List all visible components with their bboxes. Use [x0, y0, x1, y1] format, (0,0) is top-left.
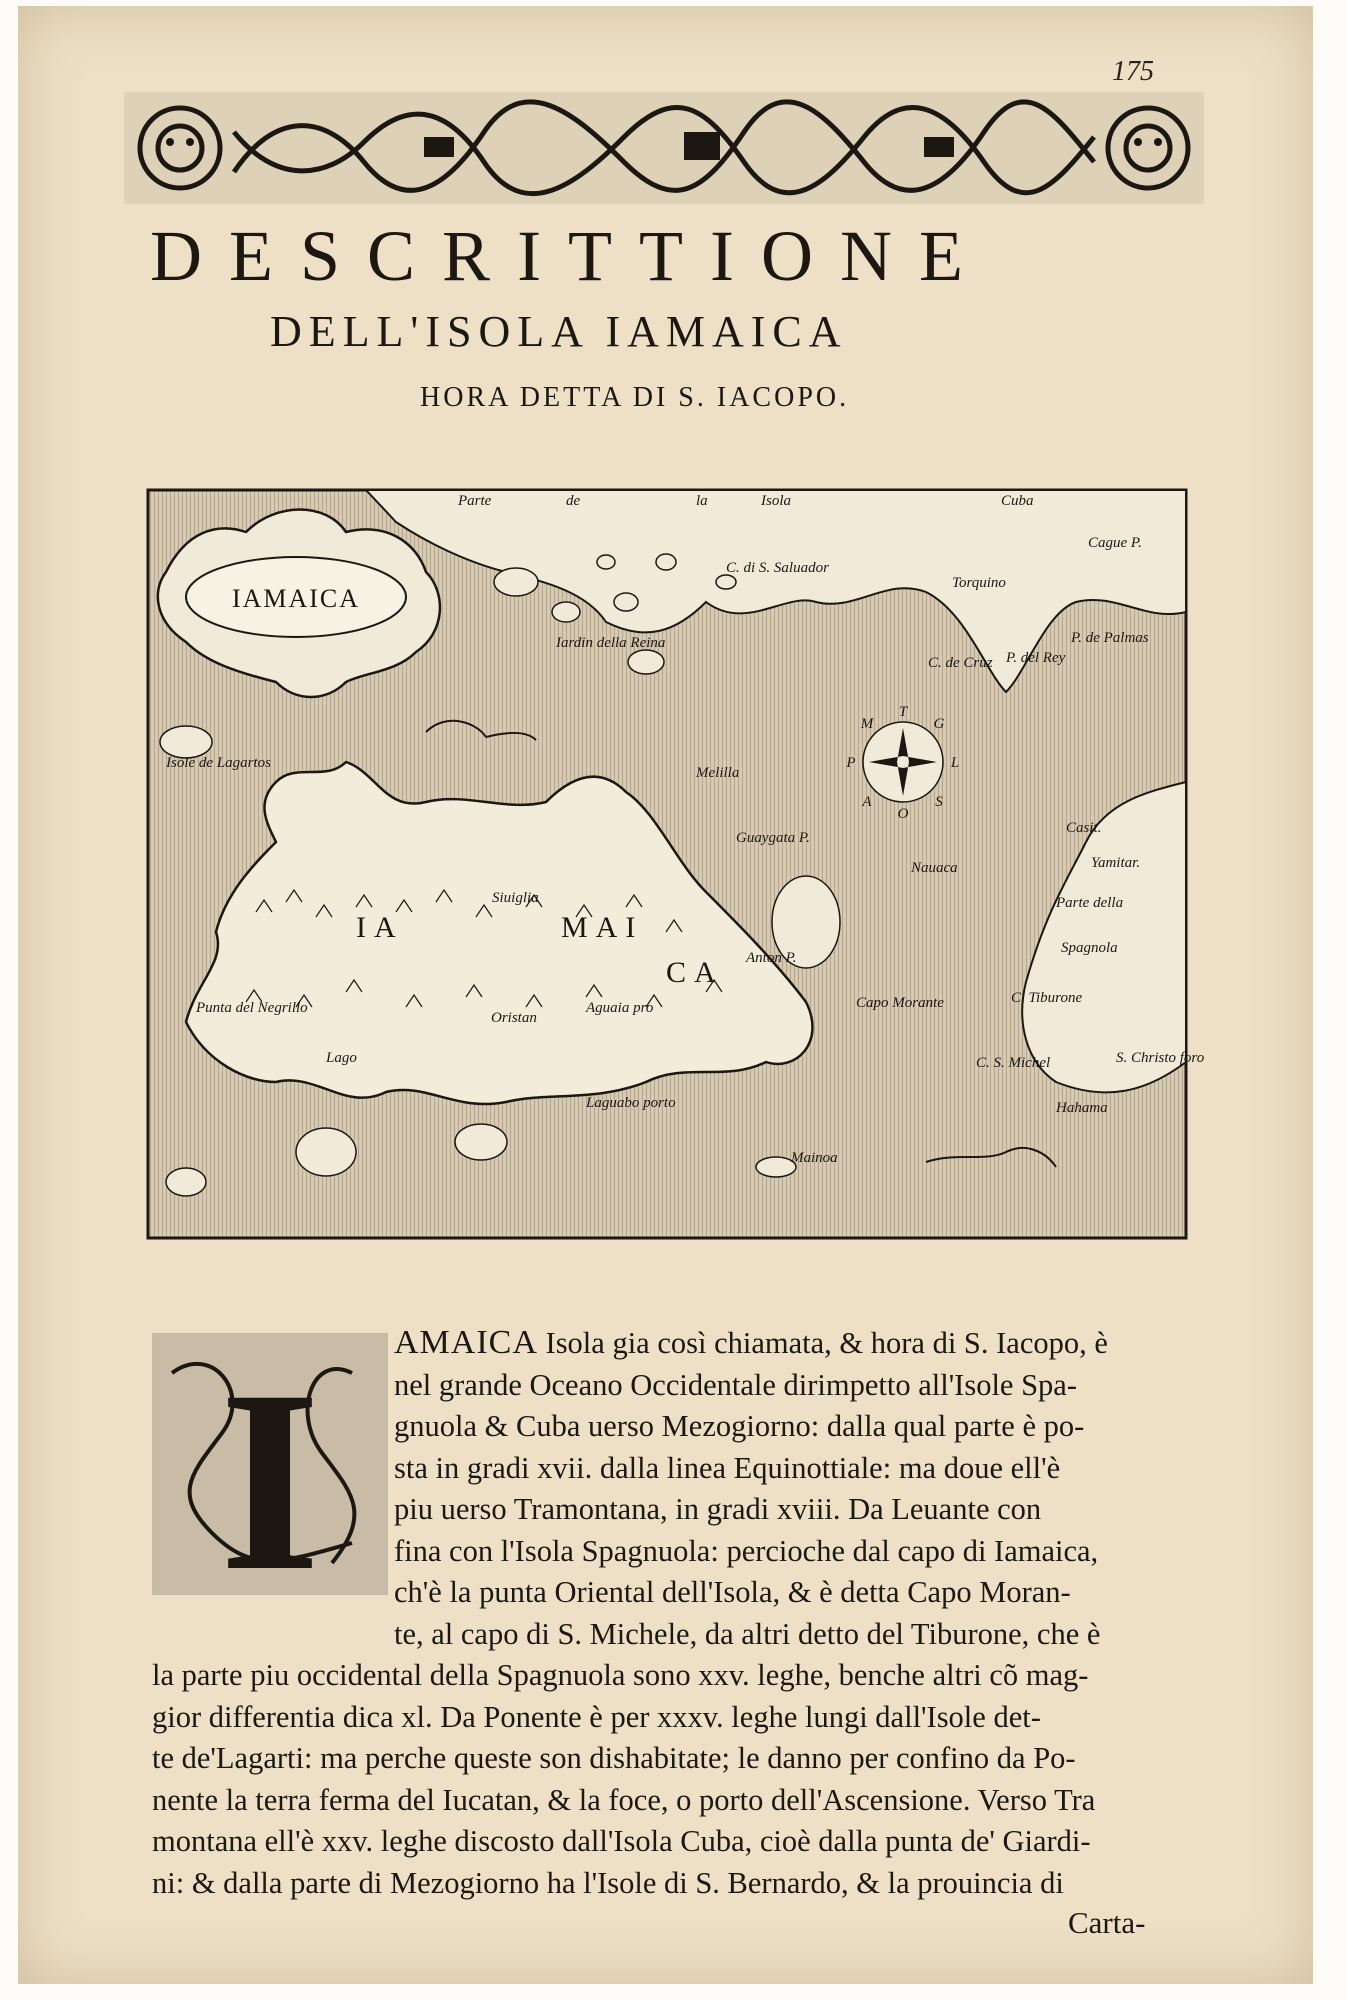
- label-casit: Casit.: [1066, 820, 1102, 836]
- label-la: la: [696, 493, 708, 509]
- label-oristan: Oristan: [491, 1010, 537, 1026]
- page-subtitle: DELL'ISOLA IAMAICA: [270, 307, 848, 356]
- label-christoforo: S. Christo foro: [1116, 1050, 1205, 1066]
- label-cruz: C. de Cruz: [928, 655, 993, 671]
- label-de: de: [566, 493, 581, 509]
- label-laguabo: Laguabo porto: [586, 1095, 676, 1111]
- label-yamitar: Yamitar.: [1091, 855, 1141, 871]
- label-nauaca: Nauaca: [911, 860, 958, 876]
- text-line-6: fina con l'Isola Spagnuola: percioche dal capo di Iamaica,: [394, 1533, 1099, 1568]
- label-iardin: Iardin della Reina: [556, 635, 666, 651]
- label-melilla: Melilla: [696, 765, 740, 781]
- label-capo-morante: Capo Morante: [856, 995, 944, 1011]
- compass-m: M: [860, 716, 874, 732]
- text-line-7: ch'è la punta Oriental dell'Isola, & è detta Capo Moran-: [394, 1575, 1071, 1609]
- compass-g: G: [933, 716, 945, 732]
- label-guaygata: Guaygata P.: [736, 830, 810, 846]
- island-letters-1: IA: [356, 911, 404, 944]
- label-negrillo: Punta del Negrillo: [196, 1000, 308, 1016]
- label-palmas: P. de Palmas: [1071, 630, 1149, 646]
- text-line-14: ni: & dalla parte di Mezogiorno ha l'Isole di S. Bernardo, & la prouincia di: [152, 1865, 1064, 1900]
- text-line-5: piu uerso Tramontana, in gradi xviii. Da Leuante con: [394, 1492, 1042, 1526]
- island-letters-2: MAI: [561, 911, 644, 944]
- label-saluador: C. di S. Saluador: [726, 560, 829, 576]
- island-letters-3: CA: [666, 956, 724, 989]
- compass-p: P: [846, 755, 856, 771]
- compass-o: O: [897, 806, 909, 822]
- dropcap-letter: I: [219, 1337, 321, 1595]
- label-cague: Cague P.: [1088, 535, 1142, 551]
- label-isola: Isola: [761, 493, 791, 509]
- page-subtitle-secondary: HORA DETTA DI S. IACOPO.: [420, 382, 850, 413]
- label-mainoa: Mainoa: [791, 1150, 838, 1166]
- body-text: [152, 1322, 1167, 1904]
- label-rey: P. del Rey: [1006, 650, 1066, 666]
- text-line-3: gnuola & Cuba uerso Mezogiorno: dalla qual parte è po-: [394, 1409, 1085, 1443]
- label-spagnola: Spagnola: [1061, 940, 1118, 956]
- label-torquino: Torquino: [952, 575, 1006, 591]
- catchword: Carta-: [1068, 1905, 1146, 1940]
- label-siuiglia: Siuiglia: [492, 890, 539, 906]
- text-line-11: te de'Lagarti: ma perche queste son dishabitate; le danno per confino da Po-: [152, 1741, 1076, 1775]
- text-line-10: gior differentia dica xl. Da Ponente è per xxxv. leghe lungi dall'Isole det-: [152, 1699, 1041, 1734]
- map-of-jamaica: [126, 462, 1216, 1247]
- label-lagartos: Isole de Lagartos: [166, 755, 271, 771]
- label-tiburone: C. Tiburone: [1011, 990, 1083, 1006]
- label-cuba: Cuba: [1001, 493, 1034, 509]
- label-hahama: Hahama: [1056, 1100, 1108, 1116]
- text-line-12: nente la terra ferma del Iucatan, & la foce, o porto dell'Ascensione. Verso Tra: [152, 1782, 1096, 1817]
- label-s-michel: C. S. Michel: [976, 1055, 1051, 1071]
- compass-l: L: [950, 755, 960, 771]
- lead-word: AMAICA: [394, 1324, 538, 1361]
- text-line-13: montana ell'è xxv. leghe discosto dall'Isola Cuba, cioè dalla punta de' Giardi-: [152, 1824, 1091, 1858]
- text-line-4: sta in gradi xvii. dalla linea Equinottiale: ma doue ell'è: [394, 1450, 1061, 1485]
- label-aguaia: Aguaia pro: [586, 1000, 654, 1016]
- text-line-1: AMAICA Isola gia così chiamata, & hora di S. Iacopo, è: [394, 1324, 1108, 1361]
- page-number: 175: [1112, 56, 1154, 87]
- text-line-9: la parte piu occidental della Spagnuola sono xxv. leghe, benche altri cõ mag-: [152, 1658, 1089, 1692]
- cartouche-title: IAMAICA: [231, 584, 361, 613]
- label-parte: Parte: [458, 493, 492, 509]
- compass-a: A: [862, 794, 872, 810]
- label-anton: Anton P.: [746, 950, 797, 966]
- text-line-2: nel grande Oceano Occidentale dirimpetto all'Isole Spa-: [394, 1367, 1078, 1402]
- page-title: DESCRITTIONE: [150, 216, 990, 296]
- decorative-banner: [124, 92, 1204, 204]
- compass-s: S: [935, 794, 943, 810]
- text-line-8: te, al capo di S. Michele, da altri detto del Tiburone, che è: [394, 1616, 1101, 1651]
- label-parte-della: Parte della: [1056, 895, 1124, 911]
- compass-t: T: [898, 704, 908, 720]
- label-lago: Lago: [326, 1050, 357, 1066]
